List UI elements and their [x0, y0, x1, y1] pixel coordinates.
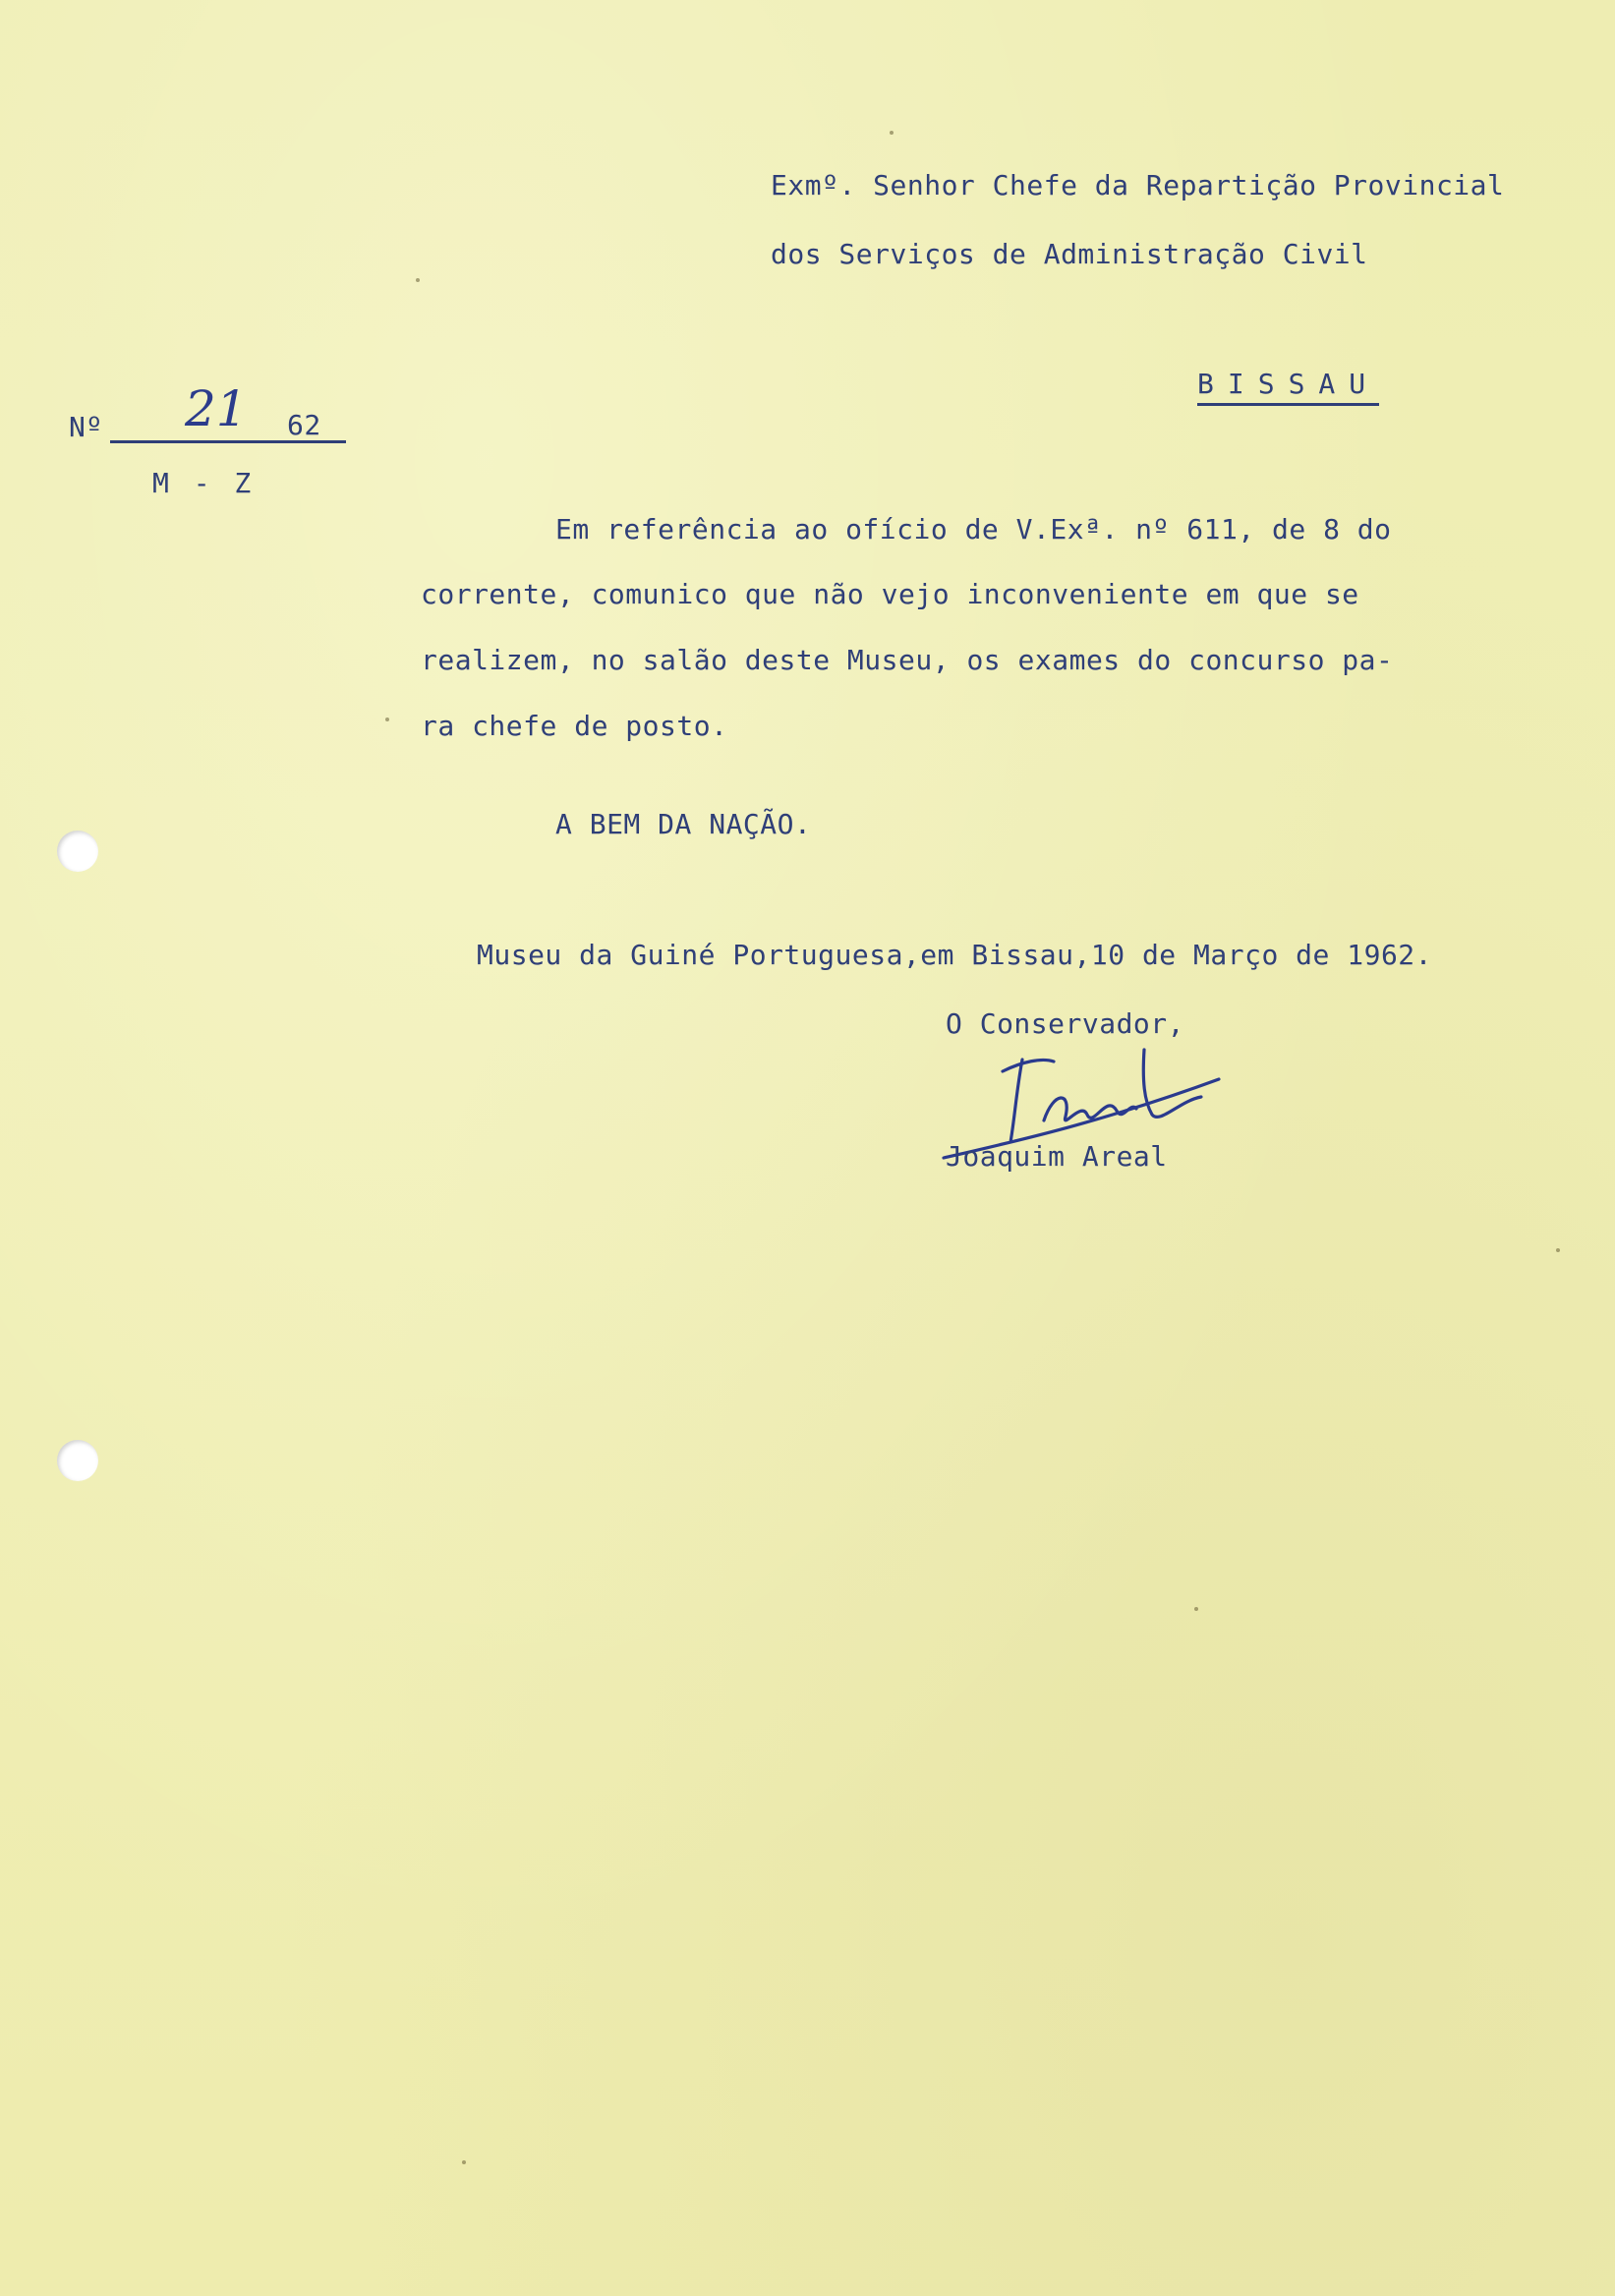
addressee-line-2: dos Serviços de Administração Civil [771, 238, 1368, 270]
punch-hole-bottom [57, 1440, 98, 1481]
paper-speck [1194, 1607, 1198, 1611]
body-line-4: ra chefe de posto. [421, 710, 728, 742]
paper-speck [385, 718, 389, 721]
paper-speck [890, 131, 894, 135]
paper-speck [416, 278, 420, 282]
addressee-city: BISSAU [1197, 368, 1379, 406]
signer-name: Joaquim Areal [946, 1140, 1168, 1173]
body-line-2: corrente, comunico que não vejo inconveniente em que se [421, 578, 1359, 610]
addressee-line-1: Exmº. Senhor Chefe da Repartição Provincial [771, 169, 1505, 201]
paper-speck [462, 2160, 466, 2164]
reference-year: 62 [287, 409, 321, 441]
reference-code: M - Z [152, 467, 256, 499]
body-line-1: Em referência ao ofício de V.Exª. nº 611, de 8 do [555, 513, 1392, 545]
signer-title: O Conservador, [946, 1007, 1185, 1040]
paper-speck [1556, 1248, 1560, 1252]
reference-number-handwritten: 21 [185, 380, 248, 437]
closing-salutation: A BEM DA NAÇÃO. [555, 808, 812, 840]
punch-hole-top [57, 831, 98, 872]
place-and-date: Museu da Guiné Portuguesa,em Bissau,10 de Março de 1962. [477, 939, 1433, 971]
reference-label: Nº [69, 411, 103, 443]
body-line-3: realizem, no salão deste Museu, os exames do concurso pa- [421, 644, 1394, 676]
